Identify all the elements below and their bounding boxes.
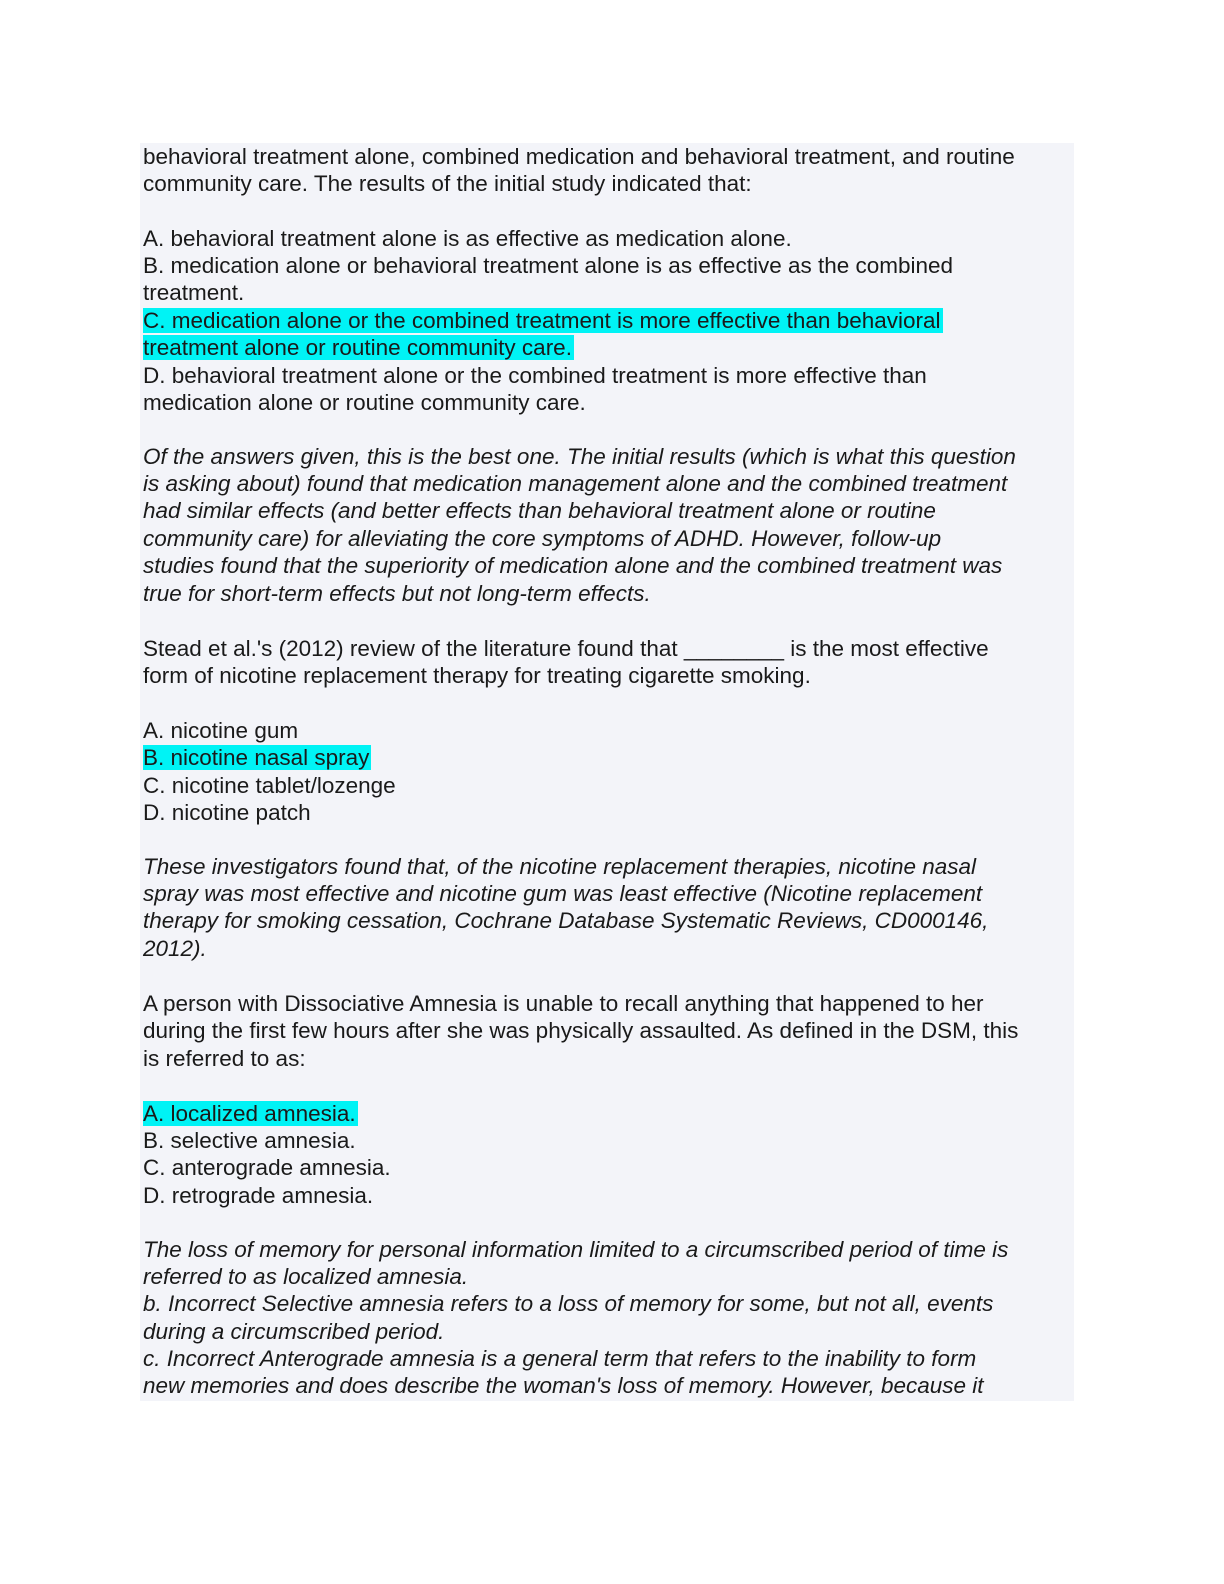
q2-stem-line-1: Stead et al.'s (2012) review of the literature found that ________ is the most effective: [143, 636, 989, 661]
q3-stem-line-2: during the first few hours after she was physically assaulted. As defined in the DSM, this: [143, 1018, 1019, 1043]
q1-explanation-line-5: studies found that the superiority of medication alone and the combined treatment was: [143, 553, 1003, 578]
q3-correct-answer-highlight: A. localized amnesia.: [143, 1101, 356, 1126]
q2-stem-line-2: form of nicotine replacement therapy for treating cigarette smoking.: [143, 663, 811, 688]
q3-stem-line-3: is referred to as:: [143, 1046, 306, 1071]
q2-option-c: C. nicotine tablet/lozenge: [143, 773, 396, 798]
q2-correct-answer-highlight: B. nicotine nasal spray: [143, 745, 370, 770]
q2-option-a: A. nicotine gum: [143, 718, 299, 743]
q3-stem-line-1: A person with Dissociative Amnesia is unable to recall anything that happened to her: [143, 991, 984, 1016]
q1-explanation-line-2: is asking about) found that medication management alone and the combined treatment: [143, 471, 1008, 496]
q2-explanation-line-3: therapy for smoking cessation, Cochrane Database Systematic Reviews, CD000146,: [143, 908, 989, 933]
q2-explanation-line-1: These investigators found that, of the nicotine replacement therapies, nicotine nasal: [143, 854, 977, 879]
q3-explanation-line-3: b. Incorrect Selective amnesia refers to a loss of memory for some, but not all, events: [143, 1291, 994, 1316]
q1-option-a: A. behavioral treatment alone is as effective as medication alone.: [143, 226, 792, 251]
q1-explanation-line-6: true for short-term effects but not long-term effects.: [143, 581, 651, 606]
q3-explanation-line-2: referred to as localized amnesia.: [143, 1264, 469, 1289]
q2-option-d: D. nicotine patch: [143, 800, 311, 825]
q1-option-b-line-2: treatment.: [143, 280, 245, 305]
q3-explanation-line-6: new memories and does describe the woman's loss of memory. However, because it: [143, 1373, 984, 1398]
q2-explanation-line-2: spray was most effective and nicotine gum was least effective (Nicotine replacement: [143, 881, 983, 906]
q1-correct-answer-highlight: treatment alone or routine community care.: [143, 335, 572, 360]
q2-explanation-line-4: 2012).: [143, 936, 207, 961]
q3-option-d: D. retrograde amnesia.: [143, 1183, 374, 1208]
q3-option-a: [143, 1100, 358, 1127]
q1-explanation-line-3: had similar effects (and better effects than behavioral treatment alone or routine: [143, 498, 936, 523]
q1-explanation-line-1: Of the answers given, this is the best one. The initial results (which is what this question: [143, 444, 1016, 469]
q1-option-d-line-2: medication alone or routine community care.: [143, 390, 586, 415]
q1-stem-line-1: behavioral treatment alone, combined medication and behavioral treatment, and routine: [143, 144, 1015, 169]
q1-option-c-line-2: [143, 334, 574, 361]
q1-stem-line-2: community care. The results of the initial study indicated that:: [143, 171, 752, 196]
q3-option-b: B. selective amnesia.: [143, 1128, 356, 1153]
q3-option-c: C. anterograde amnesia.: [143, 1155, 391, 1180]
q3-explanation-line-4: during a circumscribed period.: [143, 1319, 445, 1344]
q1-explanation-line-4: community care) for alleviating the core symptoms of ADHD. However, follow-up: [143, 526, 942, 551]
q3-explanation-line-5: c. Incorrect Anterograde amnesia is a general term that refers to the inability to form: [143, 1346, 977, 1371]
q1-option-c-line-1: [143, 307, 943, 334]
q2-option-b: [143, 744, 371, 771]
q1-option-d-line-1: D. behavioral treatment alone or the combined treatment is more effective than: [143, 363, 927, 388]
q3-explanation-line-1: The loss of memory for personal information limited to a circumscribed period of time is: [143, 1237, 1009, 1262]
q1-option-b-line-1: B. medication alone or behavioral treatment alone is as effective as the combined: [143, 253, 954, 278]
q1-correct-answer-highlight: C. medication alone or the combined treatment is more effective than behavioral: [143, 308, 941, 333]
